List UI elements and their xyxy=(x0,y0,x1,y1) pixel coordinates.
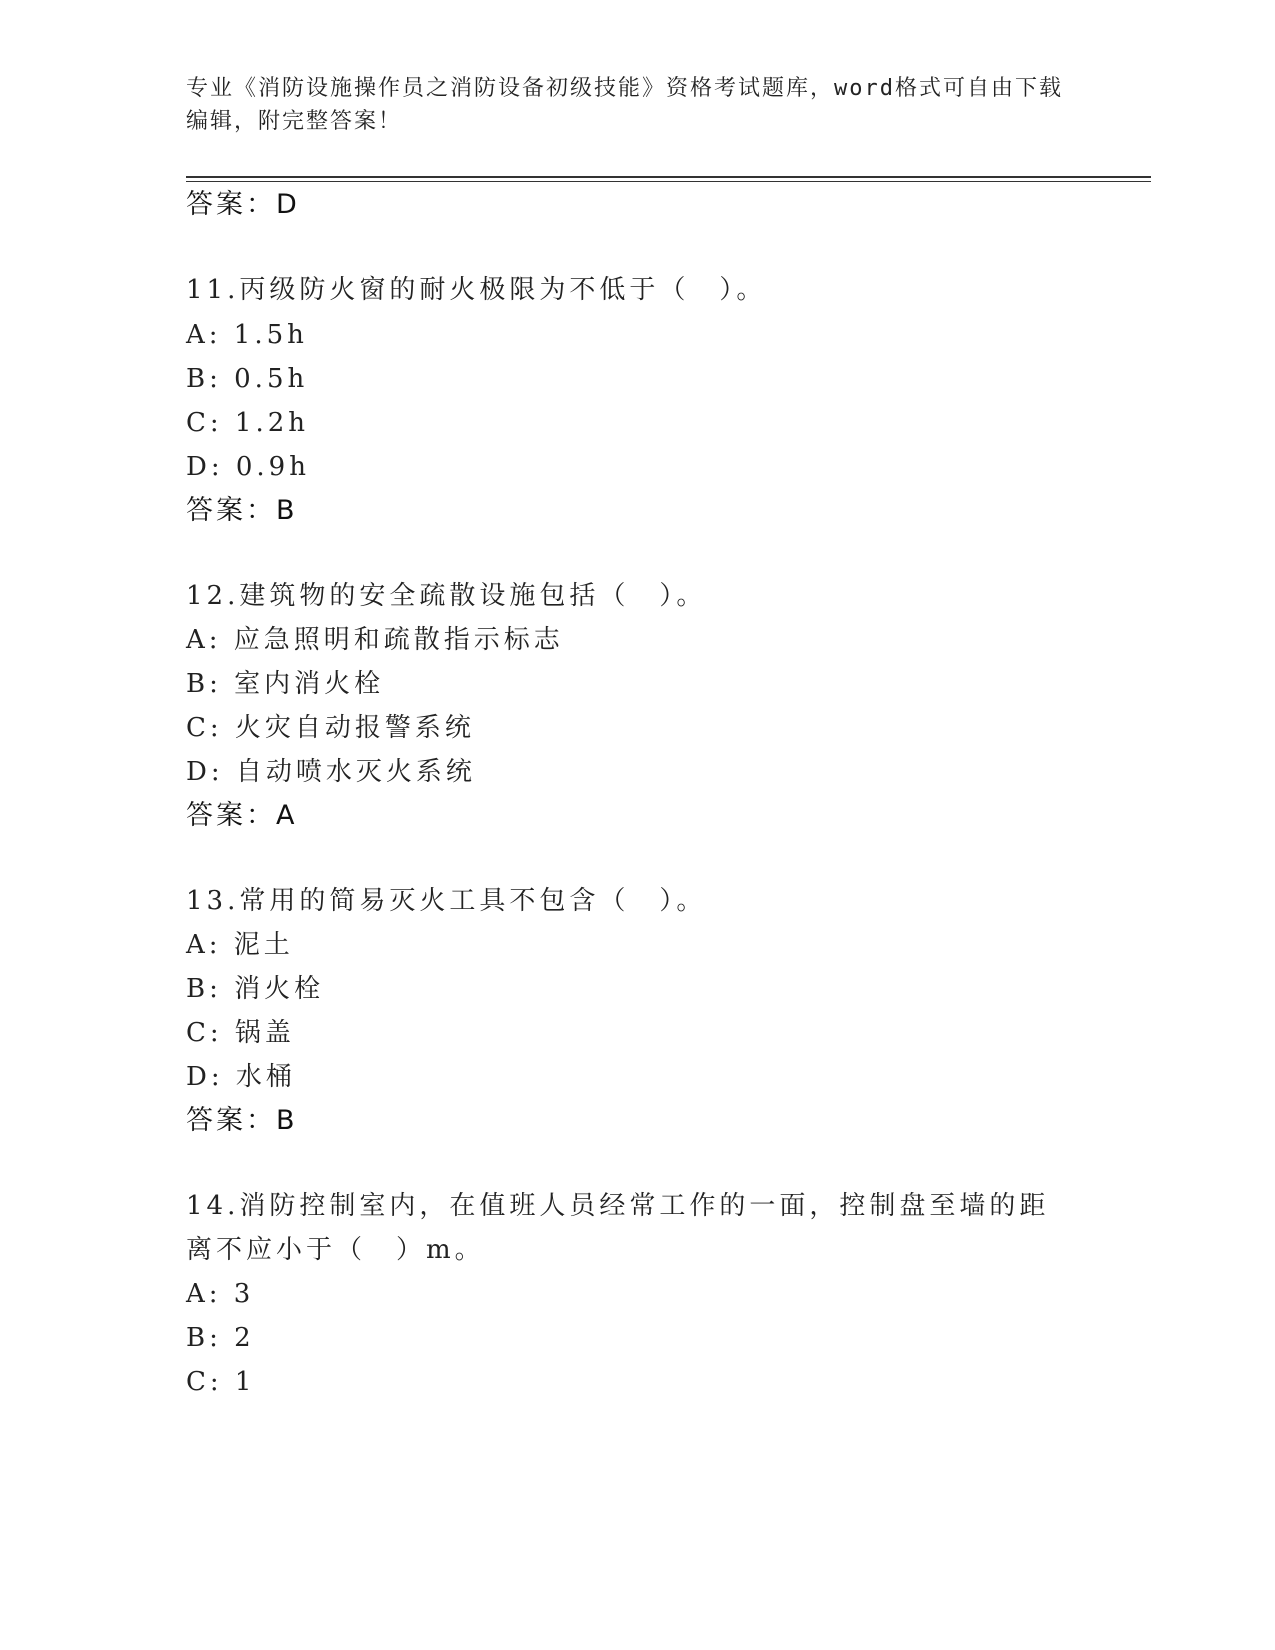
question-12-option-d: D: 自动喷水灭火系统 xyxy=(186,757,476,787)
question-11-option-a: A: 1.5h xyxy=(186,320,308,350)
question-13-option-d: D: 水桶 xyxy=(186,1062,296,1092)
question-11-option-d: D: 0.9h xyxy=(186,452,310,482)
question-12-stem: 12.建筑物的安全疏散设施包括（ ）。 xyxy=(186,581,707,611)
document-header: 专业《消防设施操作员之消防设备初级技能》资格考试题库，word格式可自由下载编辑，附完整答案！ xyxy=(186,76,1063,134)
question-12-option-b: B: 室内消火栓 xyxy=(186,669,385,699)
question-12-option-a: A: 应急照明和疏散指示标志 xyxy=(186,625,564,655)
question-13-option-b: B: 消火栓 xyxy=(186,974,325,1004)
question-14-stem: 14.消防控制室内，在值班人员经常工作的一面，控制盘至墙的距离不应小于（ ）m。 xyxy=(186,1191,1050,1265)
question-13-stem: 13.常用的简易灭火工具不包含（ ）。 xyxy=(186,886,707,916)
header-rule-thick xyxy=(186,176,1151,178)
question-12-option-c: C: 火灾自动报警系统 xyxy=(186,713,475,743)
question-13-option-a: A: 泥土 xyxy=(186,930,294,960)
header-rule-thin xyxy=(186,181,1151,182)
question-11-answer: 答案：B xyxy=(186,495,298,526)
question-11-stem: 11.丙级防火窗的耐火极限为不低于（ ）。 xyxy=(186,275,767,305)
question-14-option-b: B: 2 xyxy=(186,1323,255,1353)
question-11-option-b: B: 0.5h xyxy=(186,364,309,394)
question-14-option-a: A: 3 xyxy=(186,1279,255,1309)
question-11-option-c: C: 1.2h xyxy=(186,408,310,438)
question-13-answer: 答案：B xyxy=(186,1105,298,1136)
question-13-option-c: C: 锅盖 xyxy=(186,1018,295,1048)
question-12-answer: 答案：A xyxy=(186,800,298,831)
previous-answer: 答案：D xyxy=(186,189,300,220)
question-14-option-c: C: 1 xyxy=(186,1367,256,1397)
